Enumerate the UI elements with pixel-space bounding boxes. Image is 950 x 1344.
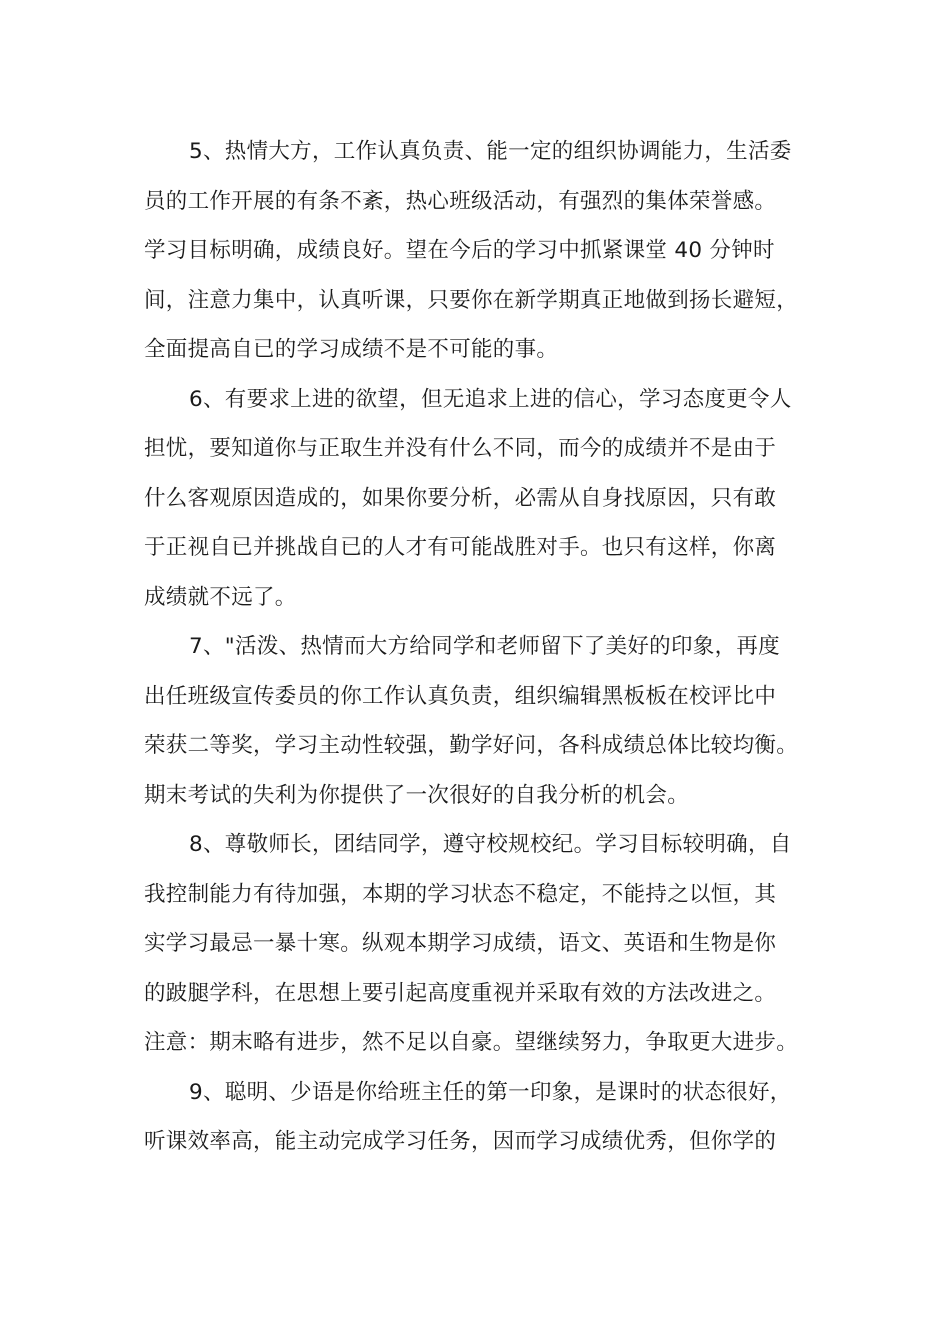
text-line: 员的工作开展的有条不紊，热心班级活动，有强烈的集体荣誉感。 [144, 188, 777, 214]
text-line: 的跛腿学科，在思想上要引起高度重视并采取有效的方法改进之。 [144, 980, 777, 1006]
text-line: 听课效率高，能主动完成学习任务，因而学习成绩优秀，但你学的 [144, 1129, 777, 1154]
text-line: 7、"活泼、热情而大方给同学和老师留下了美好的印象，再度 [189, 634, 780, 659]
text-line: 我控制能力有待加强，本期的学习状态不稳定，不能持之以恒，其 [144, 881, 777, 907]
text-line: 成绩就不远了。 [144, 584, 297, 610]
text-line: 什么客观原因造成的，如果你要分析，必需从自身找原因，只有敢 [144, 485, 777, 511]
text-line: 荣获二等奖，学习主动性较强，勤学好问，各科成绩总体比较均衡。 [144, 733, 799, 758]
text-line: 出任班级宣传委员的你工作认真负责，组织编辑黑板板在校评比中 [144, 683, 777, 709]
text-line: 5、热情大方，工作认真负责、能一定的组织协调能力，生活委 [189, 139, 792, 164]
text-line: 全面提高自已的学习成绩不是不可能的事。 [144, 337, 559, 362]
text-line: 于正视自已并挑战自已的人才有可能战胜对手。也只有这样，你离 [144, 535, 777, 560]
text-line: 间，注意力集中，认真听课，只要你在新学期真正地做到扬长避短， [144, 287, 799, 313]
text-line: 学习目标明确，成绩良好。望在今后的学习中抓紧课堂 40 分钟时 [144, 238, 775, 263]
text-line: 注意：期末略有进步，然不足以自豪。望继续努力，争取更大进步。 [144, 1030, 799, 1055]
text-line: 担忧，要知道你与正取生并没有什么不同，而今的成绩并不是由于 [144, 436, 777, 461]
text-line: 6、有要求上进的欲望，但无追求上进的信心，学习态度更令人 [189, 386, 792, 412]
text-line: 8、尊敬师长，团结同学，遵守校规校纪。学习目标较明确，自 [189, 832, 792, 857]
text-line: 期末考试的失利为你提供了一次很好的自我分析的机会。 [144, 782, 690, 808]
text-line: 实学习最忌一暴十寒。纵观本期学习成绩，语文、英语和生物是你 [144, 931, 777, 956]
text-line: 9、聪明、少语是你给班主任的第一印象，是课时的状态很好， [189, 1079, 792, 1105]
